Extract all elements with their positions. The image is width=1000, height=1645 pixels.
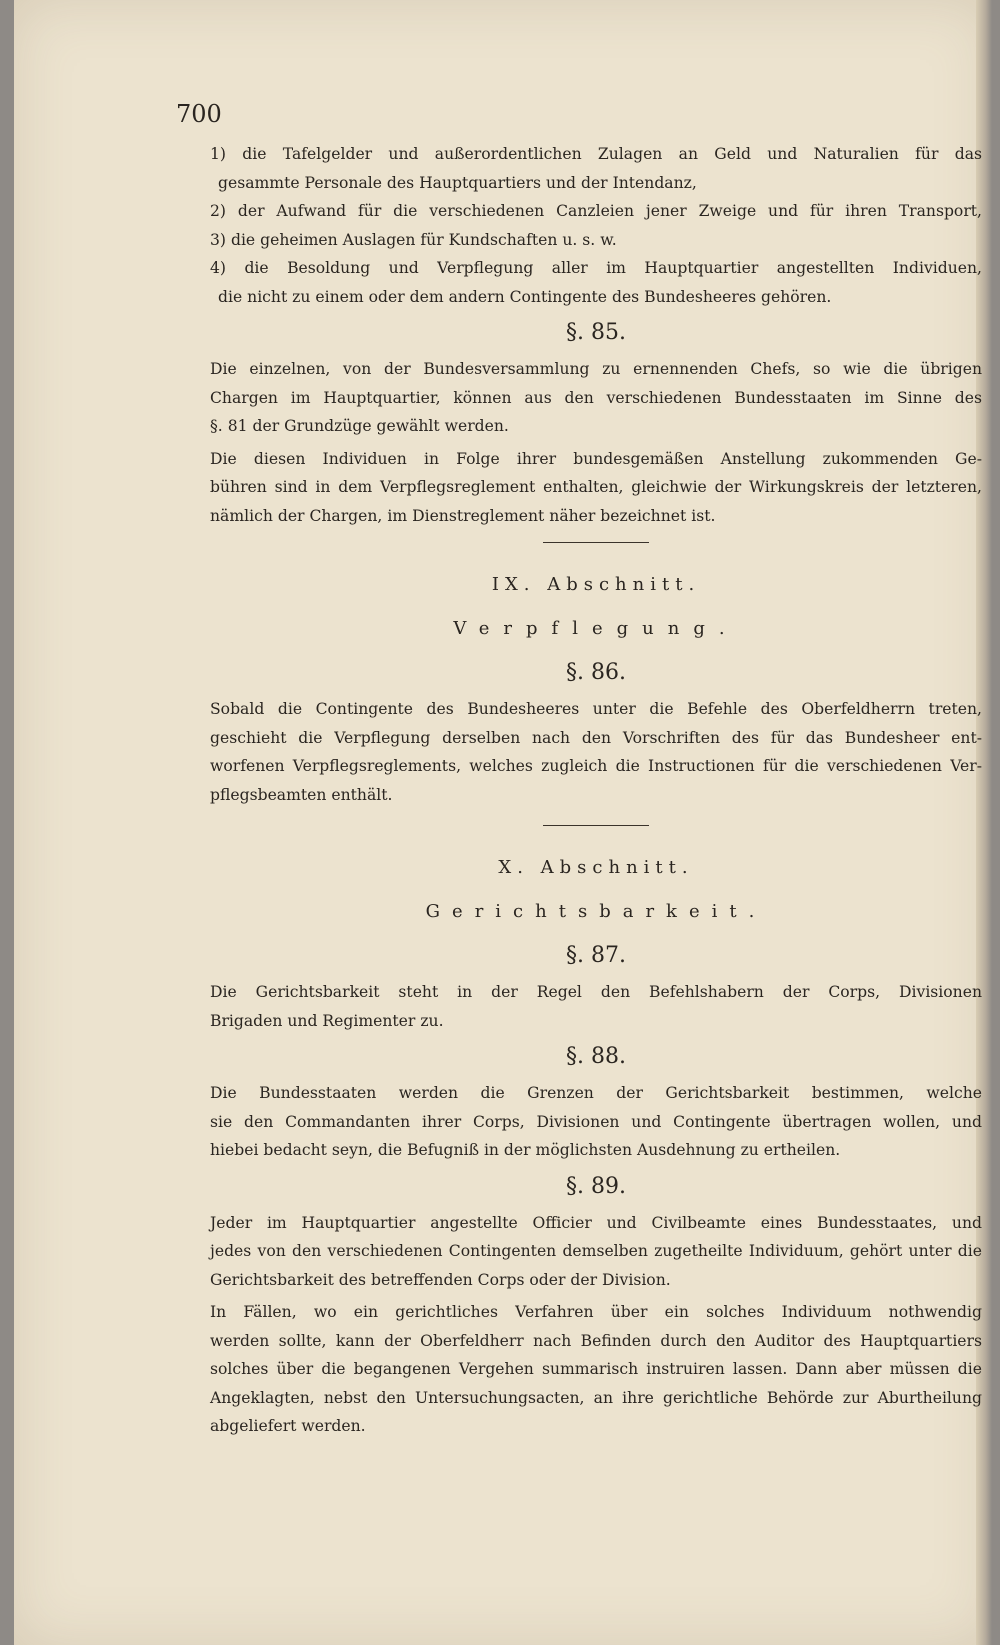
section-divider	[543, 542, 649, 543]
book-page	[14, 0, 992, 1645]
chapter-title-10: X. Abschnitt.	[498, 857, 694, 878]
section-heading-85: §. 85.	[566, 320, 626, 345]
text-line: 2) der Aufwand für die verschiedenen Canzleien jener Zweige und für ihren Transport,	[210, 202, 982, 220]
text-line: werden sollte, kann der Oberfeldherr nach Befinden durch den Auditor des Hauptquartiers	[210, 1331, 982, 1350]
section-divider	[543, 825, 649, 826]
section-heading-86: §. 86.	[566, 660, 626, 685]
page-body	[210, 140, 982, 1441]
text-line: gesammte Personale des Hauptquartiers und der Intendanz,	[218, 173, 697, 192]
section-heading-87: §. 87.	[566, 943, 626, 968]
text-line: hiebei bedacht seyn, die Befugniß in der möglichsten Ausdehnung zu ertheilen.	[210, 1141, 841, 1159]
text-line: Die Bundesstaaten werden die Grenzen der Gerichtsbarkeit bestimmen, welche	[210, 1084, 982, 1102]
paragraph	[210, 355, 982, 441]
text-line: 4) die Besoldung und Verpflegung aller im Hauptquartier angestellten Individuen,	[210, 259, 982, 277]
chapter-subtitle-10: Gerichtsbarkeit.	[425, 901, 767, 922]
paragraph	[210, 978, 982, 1035]
text-line: geschieht die Verpflegung derselben nach den Vorschriften des für das Bundesheer ent-	[210, 728, 982, 747]
text-line: nämlich der Chargen, im Dienstreglement näher bezeichnet ist.	[210, 506, 716, 525]
text-line: Die diesen Individuen in Folge ihrer bundesgemäßen Anstellung zukommenden Ge-	[210, 449, 982, 468]
section-heading-88: §. 88.	[566, 1044, 626, 1069]
text-line: Chargen im Hauptquartier, können aus den verschiedenen Bundesstaaten im Sinne des	[210, 388, 982, 407]
text-line: 1) die Tafelgelder und außerordentlichen Zulagen an Geld und Naturalien für das	[210, 145, 982, 163]
text-line: In Fällen, wo ein gerichtliches Verfahren über ein solches Individuum nothwendig	[210, 1303, 982, 1321]
list-item-1	[210, 140, 982, 197]
text-line: Jeder im Hauptquartier angestellte Officier und Civilbeamte eines Bundesstaates, und	[210, 1213, 982, 1232]
text-line: §. 81 der Grundzüge gewählt werden.	[210, 417, 509, 435]
text-line: Die einzelnen, von der Bundesversammlung zu ernennenden Chefs, so wie die übrigen	[210, 360, 982, 378]
text-line: Brigaden und Regimenter zu.	[210, 1011, 444, 1030]
paragraph	[210, 1298, 982, 1441]
text-line: bühren sind in dem Verpflegsreglement enthalten, gleichwie der Wirkungskreis der letzteren,	[210, 478, 982, 496]
page-number: 700	[176, 100, 222, 128]
text-line: die nicht zu einem oder dem andern Contingente des Bundesheeres gehören.	[218, 287, 832, 306]
list-item-4	[210, 254, 982, 311]
text-line: jedes von den verschiedenen Contingenten demselben zugetheilte Individuum, gehört unter die	[210, 1242, 982, 1260]
text-line: Gerichtsbarkeit des betreffenden Corps oder der Division.	[210, 1270, 671, 1289]
paragraph	[210, 695, 982, 809]
text-line: Angeklagten, nebst den Untersuchungsacten, an ihre gerichtliche Behörde zur Aburtheilung	[210, 1388, 982, 1407]
paragraph	[210, 445, 982, 531]
paragraph	[210, 1079, 982, 1165]
paragraph	[210, 1209, 982, 1295]
text-line: abgeliefert werden.	[210, 1417, 366, 1435]
chapter-subtitle-9: Verpflegung.	[453, 618, 739, 639]
text-line: pflegsbeamten enthält.	[210, 785, 393, 804]
text-line: Sobald die Contingente des Bundesheeres unter die Befehle des Oberfeldherrn treten,	[210, 700, 982, 718]
text-line: sie den Commandanten ihrer Corps, Divisionen und Contingente übertragen wollen, und	[210, 1112, 982, 1131]
chapter-title-9: IX. Abschnitt.	[491, 574, 701, 595]
text-line: worfenen Verpflegsreglements, welches zugleich die Instructionen für die verschiedenen Ver-	[210, 757, 982, 775]
list-item-2	[210, 197, 982, 226]
text-line: Die Gerichtsbarkeit steht in der Regel den Befehlshabern der Corps, Divisionen	[210, 983, 982, 1001]
list-item-3	[210, 226, 982, 255]
text-line: solches über die begangenen Vergehen summarisch instruiren lassen. Dann aber müssen die	[210, 1360, 982, 1378]
section-heading-89: §. 89.	[566, 1173, 626, 1199]
text-line: 3) die geheimen Auslagen für Kundschaften u. s. w.	[210, 230, 617, 249]
